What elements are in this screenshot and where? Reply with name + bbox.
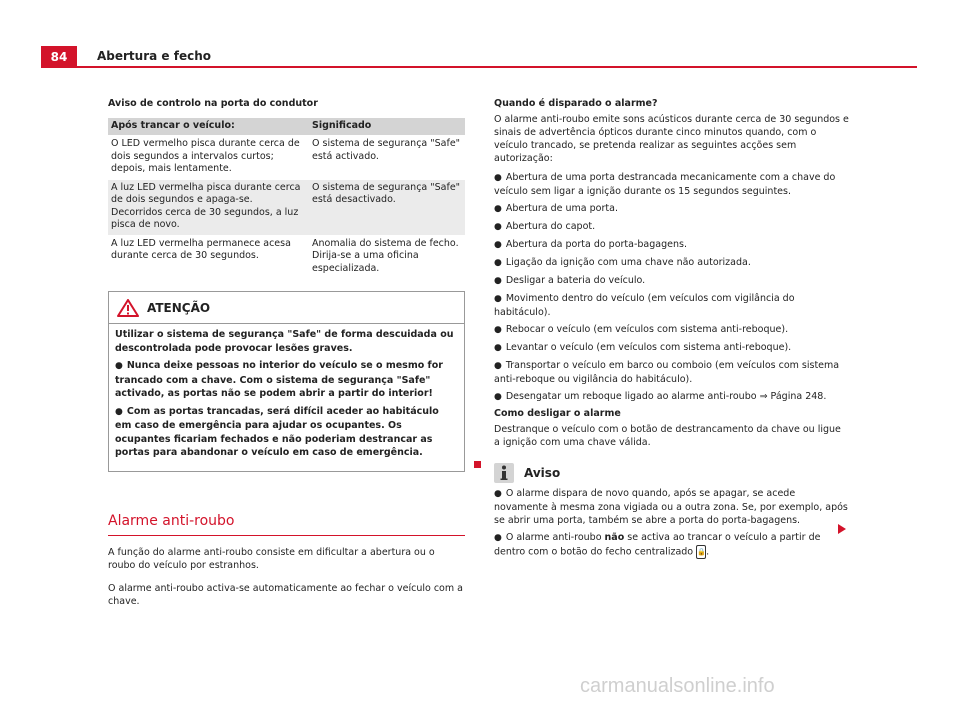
warning-triangle-icon	[117, 299, 139, 317]
table-row	[108, 235, 465, 278]
table-cell: Anomalia do sistema de fecho. Dirija-se a uma oficina especializada.	[309, 235, 465, 278]
table-cell: O sistema de segurança "Safe" está activado.	[309, 136, 465, 180]
list-item	[494, 323, 849, 337]
note-title: Aviso	[524, 466, 561, 480]
list-item-text: se activa ao trancar o veículo a partir de dentro com o botão do fecho centralizado	[494, 532, 821, 558]
table-cell: O sistema de segurança "Safe" está desactivado.	[309, 179, 465, 235]
list-item-text: Desengatar um reboque ligado ao alarme anti-roubo ⇒ Página 248.	[505, 391, 827, 402]
warning-item-text: Com as portas trancadas, será difícil aceder ao habitáculo em caso de emergência para ajudar os ocupantes. Os ocupantes ficariam fechados e não poderiam destrancar as portas para abandonar o veículo em caso de emergência.	[115, 405, 439, 458]
subsection-title: Como desligar o alarme	[494, 408, 621, 419]
list-item	[494, 341, 849, 355]
warning-item	[115, 405, 458, 460]
paragraph: O alarme anti-roubo activa-se automaticamente ao fechar o veículo com a chave.	[108, 582, 463, 607]
table-cell: A luz LED vermelha pisca durante cerca de dois segundos e apaga-se. Decorridos cerca de 30 segundos, a luz pisca de novo.	[108, 179, 309, 235]
list-item-text: Movimento dentro do veículo (em veículos com vigilância do habitáculo).	[494, 293, 795, 318]
warning-intro: Utilizar o sistema de segurança "Safe" de forma descuidada ou descontrolada pode provocar lesões graves.	[115, 329, 454, 354]
list-item	[494, 202, 849, 216]
trigger-list	[494, 171, 849, 404]
paragraph: Destranque o veículo com o botão de destrancamento da chave ou ligue a ignição com uma chave válida.	[494, 424, 841, 448]
next-page-arrow-icon	[838, 524, 846, 534]
bullet-icon: ●	[494, 173, 502, 183]
emphasis-text: não	[604, 532, 625, 543]
led-status-table	[108, 118, 465, 278]
bullet-icon: ●	[494, 533, 502, 543]
paragraph: O alarme anti-roubo emite sons acústicos durante cerca de 30 segundos e sinais de advertência ópticos durante cinco minutos quando, com o veículo trancado, se pretenda realizar as seguintes acções sem autorização:	[494, 114, 849, 164]
table-cell: O LED vermelho pisca durante cerca de dois segundos a intervalos curtos; depois, mais lentamente.	[108, 136, 309, 180]
section-heading: Alarme anti-roubo	[108, 513, 465, 536]
table-row	[108, 136, 465, 180]
list-item-text: Abertura de uma porta destrancada mecanicamente com a chave do veículo sem ligar a ignição durante os 15 segundos seguintes.	[494, 172, 836, 197]
list-item	[494, 171, 849, 198]
page-number: 84	[41, 46, 77, 68]
table-header-row	[108, 118, 465, 136]
note-header	[494, 463, 849, 483]
bullet-icon: ●	[494, 258, 502, 268]
bullet-icon: ●	[494, 325, 502, 335]
list-item	[494, 390, 849, 404]
note-list	[494, 487, 849, 559]
list-item-text: Levantar o veículo (em veículos com sistema anti-reboque).	[505, 342, 792, 353]
table-header-cell: Significado	[309, 118, 465, 136]
bullet-icon: ●	[494, 240, 502, 250]
list-item	[494, 274, 849, 288]
bullet-icon: ●	[494, 343, 502, 353]
info-glyph-icon	[498, 465, 510, 481]
list-item-text: O alarme anti-roubo	[505, 532, 605, 543]
list-item	[494, 487, 849, 527]
table-cell: A luz LED vermelha permanece acesa durante cerca de 30 segundos.	[108, 235, 309, 278]
table-row	[108, 179, 465, 235]
list-item-text: Rebocar o veículo (em veículos com sistema anti-reboque).	[505, 324, 789, 335]
bullet-icon: ●	[494, 204, 502, 214]
list-item	[494, 256, 849, 270]
bullet-icon: ●	[115, 361, 123, 371]
left-column	[108, 98, 465, 608]
list-item-text: O alarme dispara de novo quando, após se apagar, se acede novamente à mesma zona vigiada ou a outra zona. Se, por exemplo, após se abrir uma porta, também se abre a porta do porta-bagagens.	[494, 488, 848, 526]
list-item-text: Abertura de uma porta.	[505, 203, 618, 214]
warning-title: ATENÇÃO	[147, 300, 211, 315]
warning-item-text: Nunca deixe pessoas no interior do veículo se o mesmo for trancado com a chave. Com o sistema de segurança "Safe" activado, as portas não se podem abrir a partir do interior!	[115, 360, 443, 399]
right-column	[494, 98, 849, 563]
info-note-icon	[494, 463, 514, 483]
bullet-icon: ●	[494, 222, 502, 232]
bullet-icon: ●	[494, 276, 502, 286]
list-item	[494, 531, 849, 559]
watermark: carmanualsonline.info	[580, 675, 775, 697]
table-header-cell: Após trancar o veículo:	[108, 118, 309, 136]
bullet-icon: ●	[494, 361, 502, 371]
section-end-icon	[474, 461, 481, 468]
list-item-text: Ligação da ignição com uma chave não autorizada.	[505, 257, 751, 268]
chapter-title: Abertura e fecho	[97, 49, 211, 63]
lock-icon: 🔒	[696, 545, 706, 559]
list-item	[494, 359, 849, 386]
list-item-text: .	[706, 546, 710, 558]
bullet-icon: ●	[115, 406, 123, 417]
list-item	[494, 292, 849, 319]
table-title: Aviso de controlo na porta do condutor	[108, 98, 318, 109]
warning-item	[115, 359, 458, 401]
list-item-text: Abertura do capot.	[505, 221, 596, 232]
bullet-icon: ●	[494, 489, 502, 499]
list-item-text: Abertura da porta do porta-bagagens.	[505, 239, 687, 250]
bullet-icon: ●	[494, 392, 502, 402]
list-item	[494, 220, 849, 234]
bullet-icon: ●	[494, 294, 502, 304]
subsection-title: Quando é disparado o alarme?	[494, 98, 658, 109]
header-rule	[41, 66, 917, 68]
paragraph: A função do alarme anti-roubo consiste em dificultar a abertura ou o roubo do veículo por estranhos.	[108, 546, 435, 571]
warning-box	[108, 291, 465, 472]
list-item	[494, 238, 849, 252]
warning-body	[109, 324, 464, 471]
list-item-text: Desligar a bateria do veículo.	[505, 275, 646, 286]
warning-header	[109, 292, 464, 324]
list-item-text: Transportar o veículo em barco ou comboio (em veículos com sistema anti-reboque ou vigilância do habitáculo).	[494, 360, 840, 385]
